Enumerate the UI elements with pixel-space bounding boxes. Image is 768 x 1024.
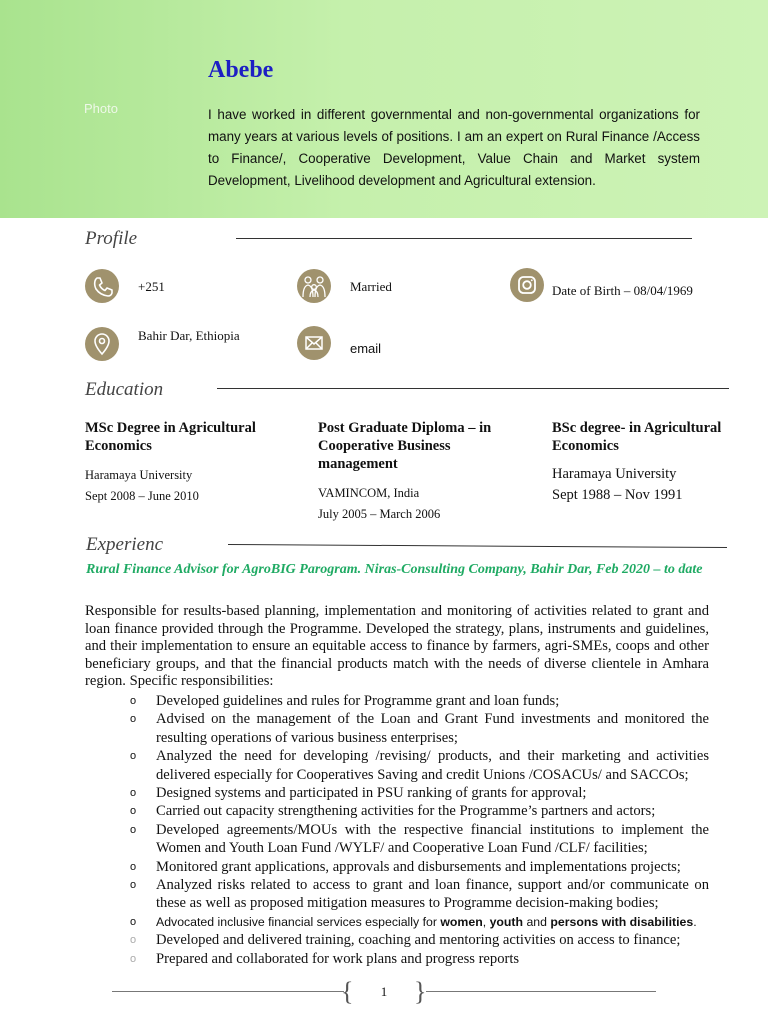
phone-number: +251 [138, 279, 165, 294]
date-of-birth: Date of Birth – 08/04/1969 [552, 283, 693, 298]
degree-title: BSc degree- in Agricultural Economics [552, 420, 722, 454]
instagram-icon [510, 268, 544, 302]
envelope-icon [297, 326, 331, 360]
list-item: o Analyzed risks related to access to grant and loan finance, support and/or communicate on these as well as proposed mitigation measures to Programme decision-making bodies; [130, 877, 709, 912]
bullet-icon: o [130, 750, 137, 763]
experience-divider [228, 544, 727, 548]
photo-placeholder: Photo [84, 101, 118, 116]
education-heading: Education [85, 379, 164, 400]
marital-status: Married [350, 279, 392, 294]
list-item: o Analyzed the need for developing /revising/ products, and their marketing and activities delivered especially for Cooperatives Saving and credit Unions /COSACUs/ and SACCOs; [130, 748, 709, 783]
bullet-icon: o [130, 805, 137, 818]
bullet-icon: o [130, 915, 137, 928]
footer-divider-right [426, 991, 656, 992]
email-text: email [350, 341, 382, 356]
candidate-name: Abebe [208, 57, 274, 83]
list-item: o Monitored grant applications, approvals and disbursements and implementations projects; [130, 858, 681, 875]
phone-icon [85, 269, 119, 303]
study-dates: Sept 1988 – Nov 1991 [552, 487, 683, 503]
footer-divider-left [112, 991, 344, 992]
degree-title: Post Graduate Diploma – in Cooperative Business management [318, 420, 492, 472]
institution: Haramaya University [85, 468, 193, 482]
list-item: o Developed and delivered training, coaching and mentoring activities on access to finance; [130, 932, 681, 949]
job-title: Rural Finance Advisor for AgroBIG Parogram. Niras-Consulting Company, Bahir Dar, Feb 2020 – to date [86, 562, 703, 577]
degree-title: MSc Degree in Agricultural Economics [85, 420, 256, 454]
list-item: o Prepared and collaborated for work plans and progress reports [130, 950, 520, 967]
list-item: o Designed systems and participated in PSU ranking of grants for approval; [130, 785, 587, 802]
study-dates: Sept 2008 – June 2010 [85, 489, 199, 503]
page-number: 1 [380, 984, 388, 999]
list-item: o Carried out capacity strengthening activities for the Programme’s partners and actors; [130, 803, 656, 820]
list-item: o Advised on the management of the Loan and Grant Fund investments and monitored the resulting operations of various business enterprises; [130, 711, 709, 746]
education-divider [217, 388, 729, 389]
bullet-icon: o [130, 879, 137, 892]
bullet-icon: o [130, 952, 137, 965]
location-pin-icon [85, 327, 119, 361]
institution: Haramaya University [552, 466, 677, 482]
family-icon [297, 269, 331, 303]
bullet-icon: o [130, 860, 137, 873]
bullet-icon: o [130, 713, 137, 726]
list-item: o Advocated inclusive financial services especially for women, youth and persons with disabilities. [130, 913, 709, 931]
bullet-icon: o [130, 787, 137, 800]
study-dates: July 2005 – March 2006 [318, 507, 441, 521]
bullet-icon: o [130, 695, 137, 707]
experience-heading: Experienc [86, 534, 164, 555]
list-item: o Developed agreements/MOUs with the respective financial institutions to implement the Women and Youth Loan Fund /WYLF/ and Cooperative Loan Fund /CLF/ facilities; [130, 821, 709, 857]
left-brace-icon: { [341, 977, 354, 1006]
location-text: Bahir Dar, Ethiopia [138, 328, 240, 343]
profile-divider [236, 238, 692, 239]
list-item: o Developed guidelines and rules for Programme grant and loan funds; [130, 693, 560, 709]
responsibilities-list [130, 692, 709, 968]
bullet-icon: o [130, 934, 137, 947]
summary-text: I have worked in different governmental and non-governmental organizations for many years at various levels of positions. I am an expert on Rural Finance /Access to Finance/, Cooperative Development, Value Chain and Market system Development, Livelihood development and Agricultural extension. [208, 107, 700, 188]
institution: VAMINCOM, India [318, 486, 420, 500]
right-brace-icon: } [414, 977, 427, 1006]
profile-heading: Profile [85, 228, 138, 249]
bullet-icon: o [130, 823, 137, 836]
job-description: Responsible for results-based planning, implementation and monitoring of activities related to grant and loan finance provided through the Programme. Developed the strategy, plans, instruments and guidelines, and their implementation to ensure an equitable access to finance by farmers, agri-SMEs, coops and other beneficiary groups, and that the financial products match with the needs of diverse clientele in Amhara region. Specific responsibilities: [85, 603, 709, 690]
